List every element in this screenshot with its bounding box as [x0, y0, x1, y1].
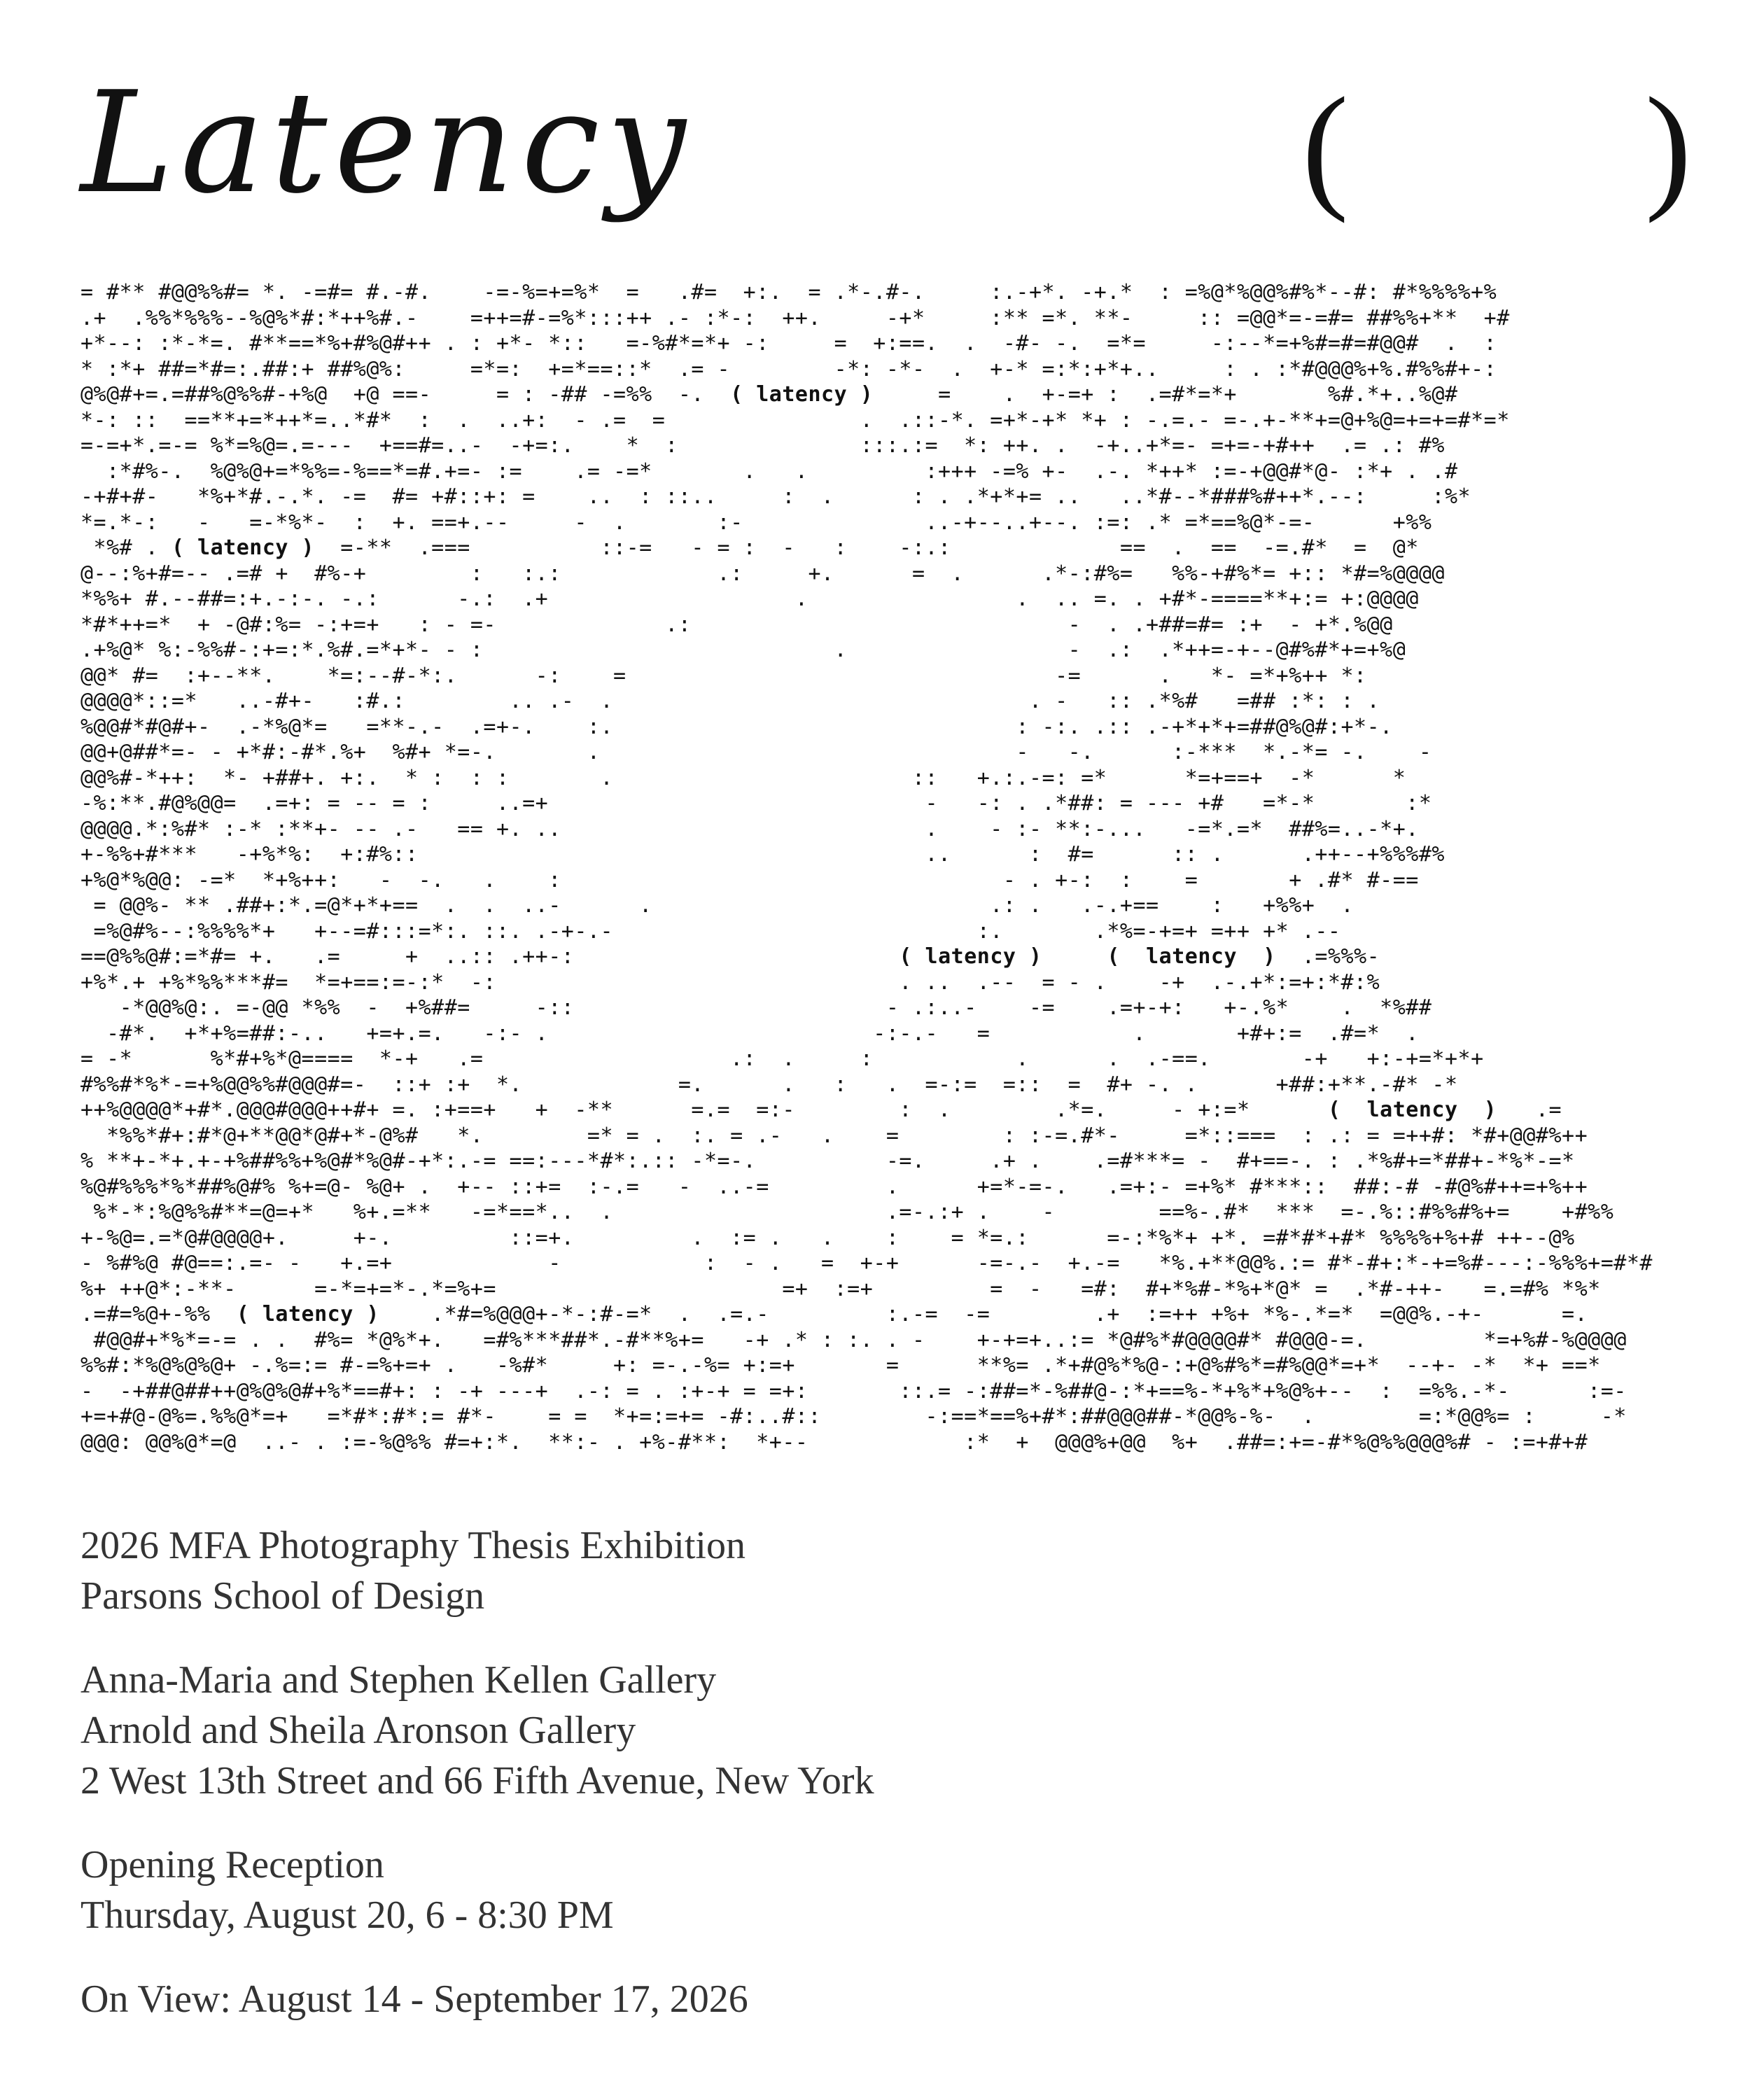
- exhibition-block: [80, 1520, 1690, 1621]
- latency-tag: ( latency ): [730, 382, 874, 407]
- ascii-row: %*-*:%@%%#**=@=+* %+.=** -=*==*.. . .=-.:+ . - ==%-.#* *** =-.%::#%%#%+= +#%%: [80, 1200, 1614, 1224]
- ascii-row: +-%%+#*** -+%*%: +:#%:: .. : #= :: . .++--+%%%#%: [80, 842, 1445, 867]
- exhibition-info: [80, 1520, 1690, 2058]
- ascii-row: * :*+ ##=*#=:.##:+ ##%@%: =*=: +=*==::* .= - -*: -*- . +-* =:*:+*+.. : . :*#@@@%+%.#%%#+-:: [80, 356, 1497, 382]
- ascii-art-field: [80, 280, 1684, 1463]
- reception-label: Opening Reception: [80, 1843, 384, 1886]
- ascii-row: +-%@=.=*@#@@@@+. +-. ::=+. . := . . : = *=.: =-:*%*+ +*. =#*#*+#* %%%%+%+# ++--@%: [80, 1225, 1575, 1250]
- ascii-row: ++%@@@@*+#*.@@@#@@@++#+ =. :+==+ + -** =.= =:- : . .*=. - +:=* ( latency ) .=: [80, 1098, 1562, 1122]
- ascii-row: @@@@*::=* ..-#+- :#.: .. .- . . - :: .*%# =## :*: : .: [80, 689, 1380, 713]
- ascii-row: =%@#%--:%%%%*+ +--=#:::=*:. ::. .-+-.- :. .*%=-+=+ =++ +* .--: [80, 918, 1341, 944]
- ascii-row: - %#%@ #@==:.=- - +.=+ - : - . = +-+ -=-.- +.-= *%.+**@@%.:= #*-#+:*-+=%#---:-%%%+=#*#: [80, 1251, 1653, 1275]
- poster-title: Latency: [80, 62, 693, 225]
- ascii-row: @%@#+=.=##%@%%#-+%@ +@ ==- = : -## -=%% -. ( latency ) = . +-=+ : .=#*=*+ %#.*+..%@#: [80, 382, 1458, 407]
- ascii-row: % **+-*+.+-+%##%%+%@#*%@#-+*:.-= ==:---*#*:.:: -*=-. -=. .+ . .=#***= - #+==-. : .*%#+=*##+-*%*-=*: [80, 1149, 1575, 1173]
- open-parenthesis: (: [1302, 69, 1349, 224]
- ascii-row: *=.*-: - =-*%*- : +. ==+.-- - . :- ..-+--..+--. :=: .* =*==%@*-=- +%%: [80, 510, 1432, 535]
- ascii-row: +=+#@-@%=.%%@*=+ =*#*:#*:= #*- = = *+=:=+= -#:..#:: -:==*==%+#*:##@@@##-*@@%-%- . =:*@@%= : -*: [80, 1404, 1627, 1429]
- ascii-row: +%*.+ +%*%%***#= *=+==:=-:* -: . .. .-- = - . -+ .-.+*:=+:*#:%: [80, 969, 1380, 995]
- ascii-row: = #** #@@%%#= *. -=#= #.-#. -=-%=+=%* = .#= +:. = .*-.#-. :.-+*. -+.* : =%@*%@@%#%*--#: #*%%%%+%: [80, 280, 1497, 304]
- ascii-row: =-=+*.=-= %*=%@=.=--- +==#=..- -+=:. * : :::.:= *: ++. . -+..+*=- =+=-+#++ .= .: #%: [80, 433, 1445, 458]
- ascii-row: @--:%+#=-- .=# + #%-+ : :.: .: +. = . .*-:#%= %%-+#%*= +:: *#=%@@@@: [80, 561, 1445, 586]
- ascii-row: .+%@* %:-%%#-:+=:*.%#.=*+*- - : . - .: .*++=-+--@#%#*+=+%@: [80, 638, 1406, 662]
- ascii-row: @@@: @@%@*=@ ..- . :=-%@%% #=+:*. **:- . +%-#**: *+-- :* + @@@%+@@ %+ .##=:+=-#*%@%%@@@%# - :=+#+#: [80, 1429, 1588, 1455]
- latency-tag: ( latency ): [236, 1302, 379, 1326]
- latency-tag: ( latency ): [1107, 944, 1276, 969]
- gallery-name-2: Arnold and Sheila Aronson Gallery: [80, 1709, 636, 1752]
- ascii-row: #%%#*%*-=+%@@%%#@@@#=- ::+ :+ *. =. . : . =-:= =:: = #+ -. . +##:+**.-#* -*: [80, 1072, 1458, 1097]
- close-parenthesis: ): [1645, 69, 1692, 224]
- reception-block: [80, 1840, 1690, 1940]
- ascii-row: @@+@##*=- - +*#:-#*.%+ %#+ *=-. . - -. :-*** *.-*= -. -: [80, 740, 1432, 764]
- ascii-row: %+ ++@*:-**- =-*=+=*-.*=%+= =+ :=+ = - =#: #+*%#-*%+*@* = .*#-++- =.=#% *%*: [80, 1276, 1601, 1301]
- ascii-row: @@%#-*++: *- +##+. +:. * : : : . :: +.:.-=: =* *=+==+ -* *: [80, 765, 1406, 790]
- school-name: Parsons School of Design: [80, 1574, 485, 1618]
- ascii-row: = -* %*#+%*@==== *-+ .= .: . : . . .-==. -+ +:-+=*+*+: [80, 1046, 1484, 1071]
- latency-tag: ( latency ): [1327, 1098, 1497, 1122]
- ascii-row: +%@*%@@: -=* *+%++: - -. . : - . +-: : = + .#* #-==: [80, 867, 1419, 892]
- on-view-dates: On View: August 14 - September 17, 2026: [80, 1977, 748, 2021]
- ascii-row: -*@@%@:. =-@@ *%% - +%##= -:: - .:..- -= .=+-+: +-.%* . *%##: [80, 995, 1432, 1020]
- ascii-row: = @@%- ** .##+:*.=@*+*+== . . ..- . .: . .-.+== : +%%+ .: [80, 893, 1354, 918]
- ascii-row: -#*. +*+%=##:-.. +=+.=. -:- . -:-.- = . +#+:= .#=* .: [80, 1021, 1419, 1046]
- latency-tag: ( latency ): [171, 536, 315, 560]
- ascii-row: .+ .%%*%%%--%@%*#:*++%#.- =++=#-=%*:::++ .- :*-: ++. -+* :** =*. **- :: =@@*=-=#= ##%%+** +#: [80, 305, 1510, 330]
- ascii-row: %@@#*#@#+- .-*%@*= =**-.- .=+-. :. : -:. .:: .-+*+*+=##@%@#:+*-.: [80, 714, 1393, 739]
- ascii-row: - -+##@##++@%@%@#+%*==#+: : -+ ---+ .-: = . :+-+ = =+: ::.= -:##=*-%##@-:*+==%-*+%*+%@%+-- : =%%.-*- :=-: [80, 1378, 1627, 1404]
- reception-time: Thursday, August 20, 6 - 8:30 PM: [80, 1893, 614, 1937]
- ascii-row: @@@@.*:%#* :-* :**+- -- .- == +. .. . - :- **:-... -=*.=* ##%=..-*+.: [80, 816, 1419, 841]
- venue-block: [80, 1655, 1690, 1806]
- ascii-row: ==@%%@#:=*#= +. .= + ..:: .++-: ( latency ) ( latency ) .=%%%-: [80, 944, 1380, 969]
- ascii-row: -%:**.#@%@@= .=+: = -- = : ..=+ - -: . .*##: = --- +# =*-* :*: [80, 791, 1432, 816]
- ascii-row: .=#=%@+-%% ( latency ) .*#=%@@@+-*-:#-=* . .=.- :.-= -= .+ :=++ +%+ *%-.*=* =@@%.-+- =.: [80, 1302, 1588, 1326]
- ascii-row: *%%*#+:#*@+**@@*@#+*-@%# *. =* = . :. = .- . = : :-=.#*- =*::=== : .: = =++#: *#+@@#%++: [80, 1123, 1588, 1148]
- ascii-row: *%%+ #.--##=:+.-:-. -.: -.: .+ . . .. =. . +#*-====**+:= +:@@@@: [80, 587, 1419, 611]
- ascii-row: *-: :: ==**+=*++*=..*#* : . ..+: - .= = . .::-*. =+*-+* *+ : -.=.- =-.+-**+=@+%@=+=+=#*=*: [80, 407, 1510, 433]
- on-view-block: [80, 1974, 1690, 2024]
- ascii-row: :*#%-. %@%@+=*%%=-%==*=#.+=- := .= -=* . . :+++ -=% +- .-. *++* :=-+@@#*@- :*+ . .#: [80, 458, 1458, 484]
- venue-address: 2 West 13th Street and 66 Fifth Avenue, New York: [80, 1759, 874, 1802]
- ascii-row: *#*++=* + -@#:%= -:+=+ : - =- .: - . .+##=#= :+ - +*.%@@: [80, 612, 1393, 637]
- ascii-row: @@* #= :+--**. *=:--#-*:. -: = -= . *- =*+%++ *:: [80, 663, 1367, 688]
- ascii-row: %%#:*%@%@%@+ -.%=:= #-=%+=+ . -%#* +: =-.-%= +:=+ = **%= .*+#@%*%@-:+@%#%*=#%@@*=+* --+- -* *+ ==*: [80, 1353, 1601, 1378]
- ascii-row: #@@#+*%*=-= . . #%= *@%*+. =#%***##*.-#**%+= -+ .* : :. . - +-+=+..:= *@#%*#@@@@#* #@@@-=. *=+%#-%@@@@: [80, 1327, 1627, 1352]
- exhibition-name: 2026 MFA Photography Thesis Exhibition: [80, 1524, 746, 1567]
- ascii-row: -+#+#- *%+*#.-.*. -= #= +#::+: = .. : ::.. : . : . .*+*+= .. ..*#--*###%#++*.--: :%*: [80, 484, 1471, 509]
- ascii-row: +*--: :*-*=. #**==*%+#%@#++ . : +*- *:: =-%#*=*+ -: = +:==. . -#- -. =*= -:--*=+%#=#=#@@# . :: [80, 331, 1497, 356]
- ascii-row: *%# . ( latency ) =-** .=== ::-= - = : - : -:.: == . == -=.#* = @*: [80, 536, 1419, 560]
- latency-tag: ( latency ): [899, 944, 1042, 969]
- ascii-row: %@#%%%*%*##%@#% %+=@- %@+ . +-- ::+= :-.= - ..-= . +=*-=-. .=+:- =+%* #***:: ##:-# -#@%#++=+%++: [80, 1174, 1588, 1199]
- gallery-name-1: Anna-Maria and Stephen Kellen Gallery: [80, 1658, 717, 1702]
